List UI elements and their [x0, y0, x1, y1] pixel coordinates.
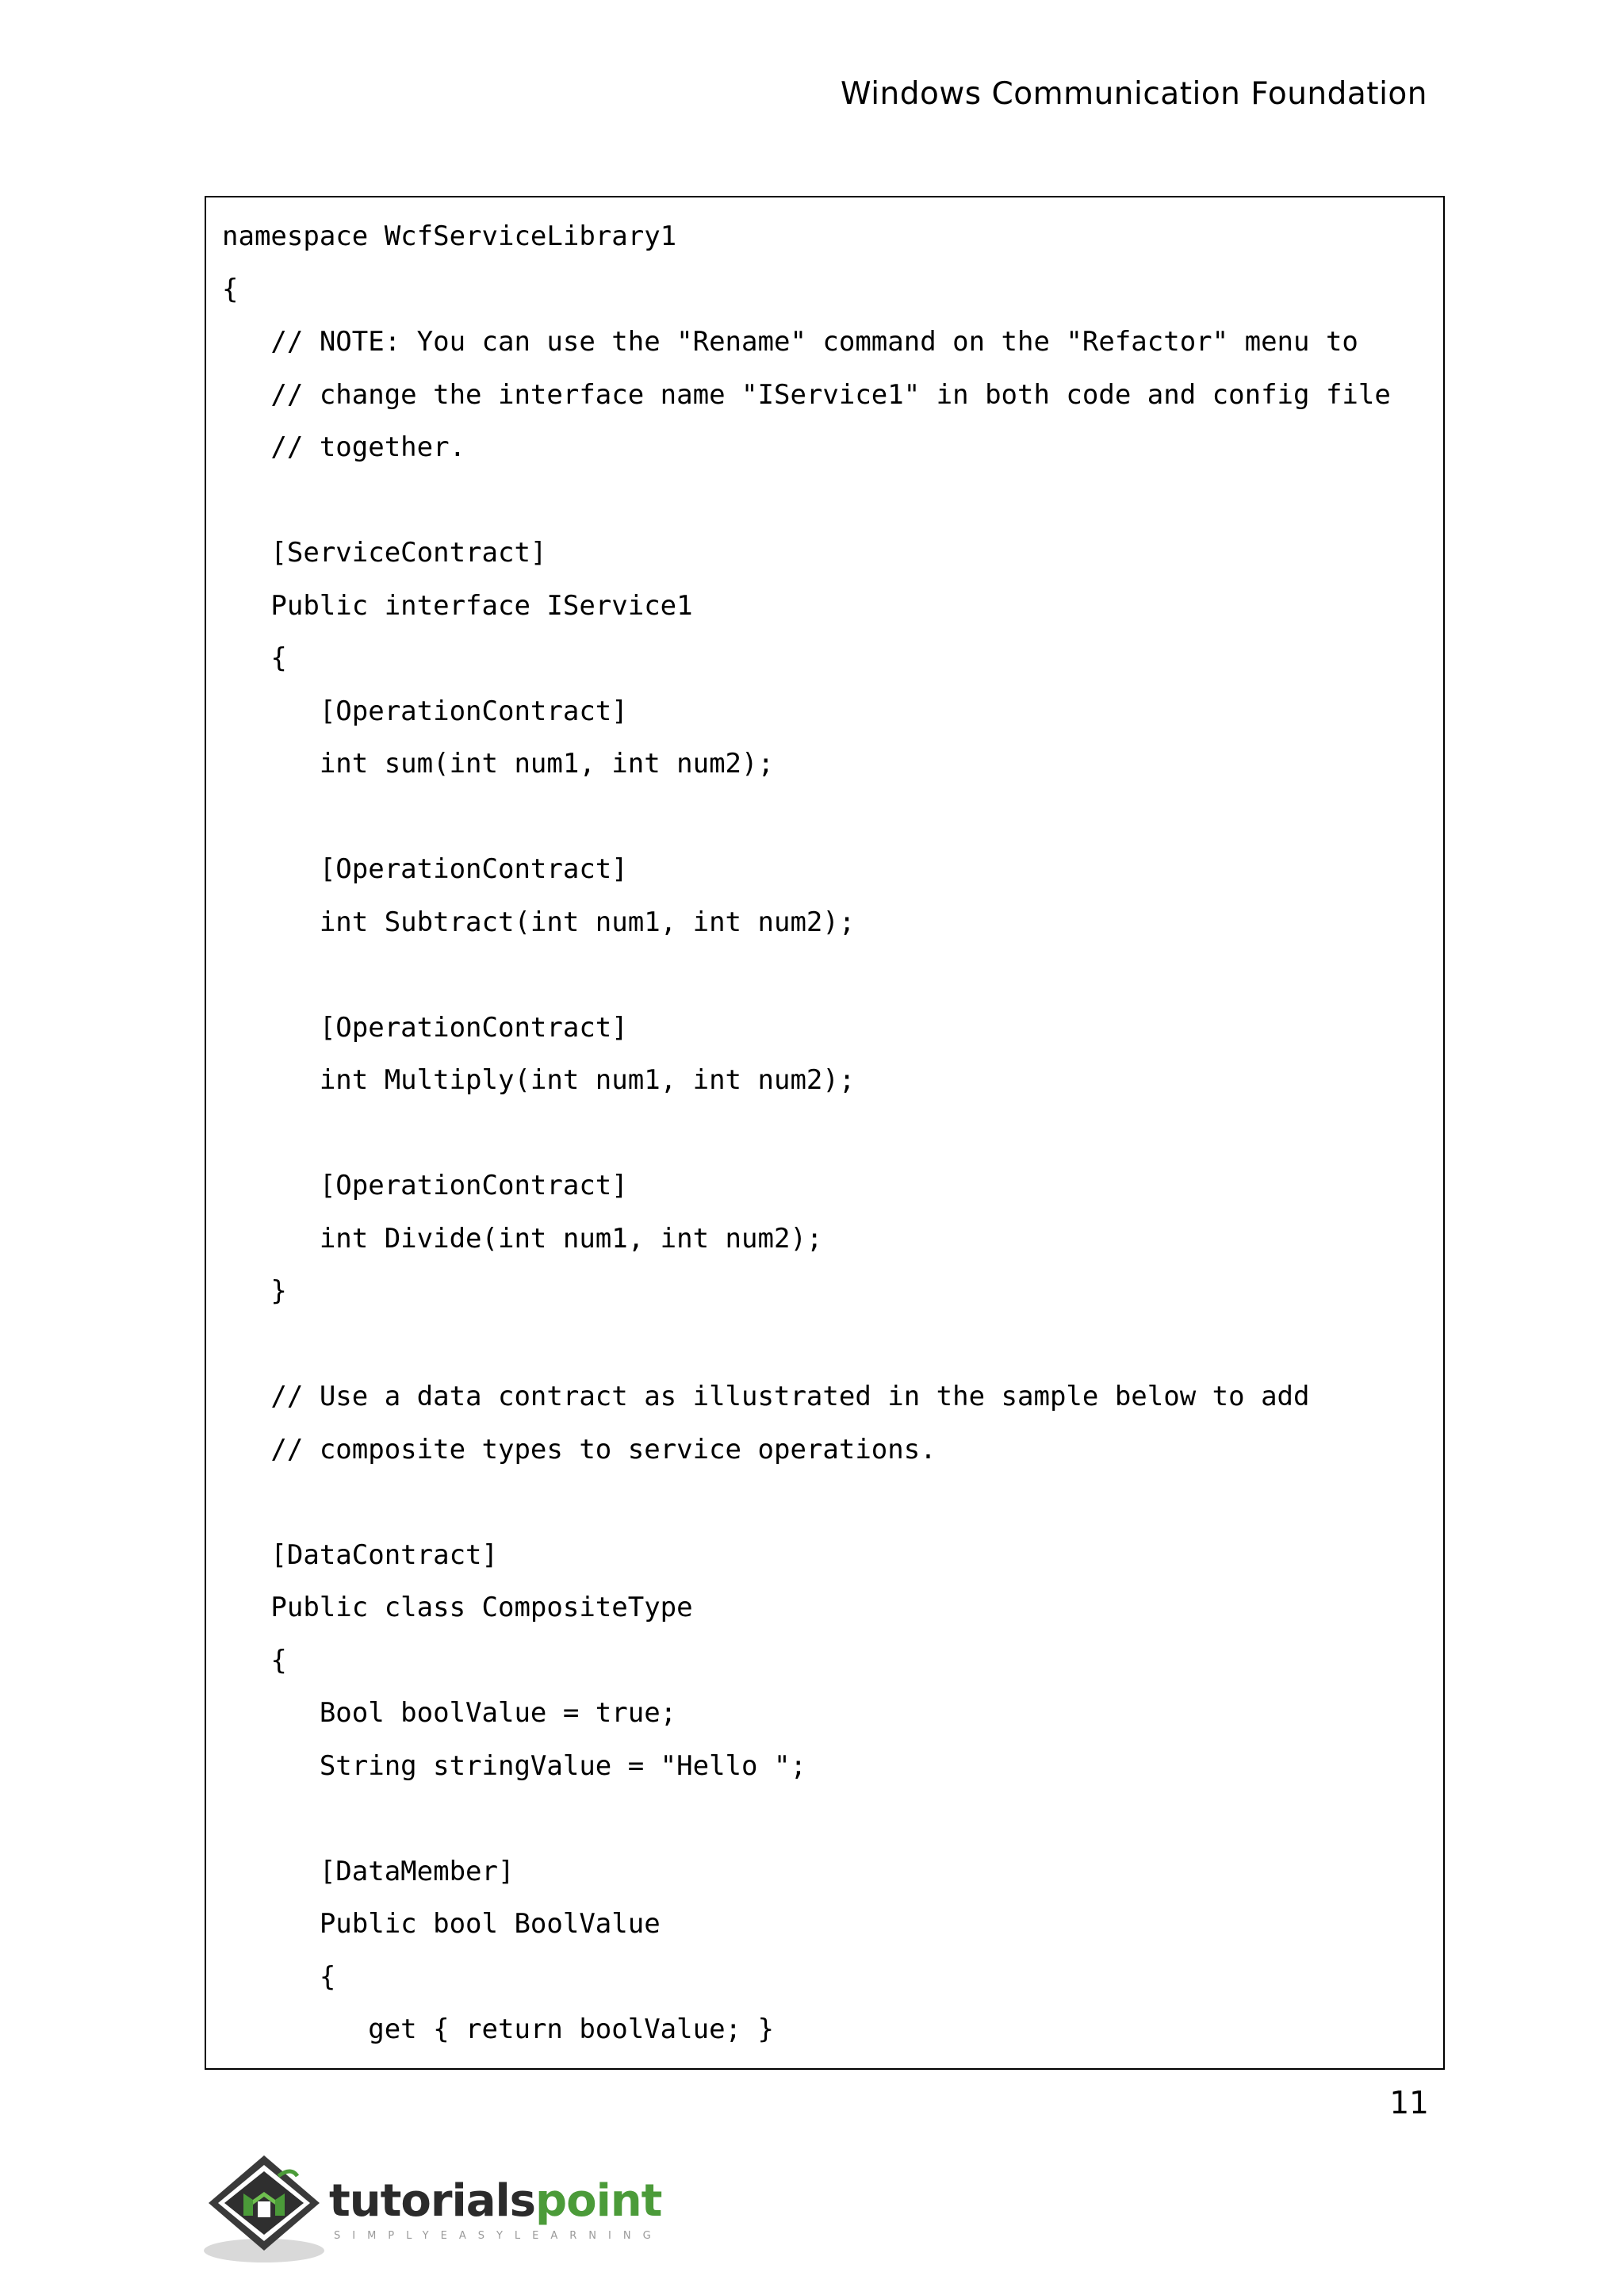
logo-emblem-icon: [202, 2149, 329, 2268]
code-line: get { return boolValue; }: [222, 2013, 774, 2045]
code-line: Public interface IService1: [222, 589, 693, 622]
code-line: [222, 1318, 1391, 1371]
code-line: [222, 948, 1391, 1002]
code-line: {: [222, 273, 239, 305]
code-line: int Divide(int num1, int num2);: [222, 1222, 823, 1255]
logo-word-tutorials: tutorials: [329, 2175, 536, 2227]
code-line: [222, 791, 1391, 844]
code-line: {: [222, 1644, 287, 1676]
code-line: int sum(int num1, int num2);: [222, 748, 774, 780]
code-line: [OperationContract]: [222, 1011, 628, 1044]
code-lines: [222, 210, 1391, 2056]
code-line: // together.: [222, 431, 466, 463]
code-line: [222, 1476, 1391, 1529]
code-line: namespace WcfServiceLibrary1: [222, 220, 677, 252]
code-line: [ServiceContract]: [222, 537, 547, 569]
code-line: // change the interface name "IService1" in both code and config file: [222, 378, 1391, 411]
page-header-title: Windows Communication Foundation: [841, 76, 1427, 112]
page-number: 11: [1389, 2086, 1429, 2121]
logo-word-point: point: [535, 2175, 662, 2227]
code-line: [222, 1792, 1391, 1845]
code-line: int Multiply(int num1, int num2);: [222, 1064, 856, 1096]
code-line: [OperationContract]: [222, 1170, 628, 1201]
tutorialspoint-logo: [202, 2149, 663, 2268]
code-line: }: [222, 1275, 287, 1307]
code-line: [OperationContract]: [222, 695, 628, 727]
code-line: {: [222, 1960, 336, 1993]
code-line: // NOTE: You can use the "Rename" command on the "Refactor" menu to: [222, 326, 1358, 358]
code-block: [205, 196, 1445, 2070]
code-line: [DataContract]: [222, 1538, 498, 1571]
code-line: Public class CompositeType: [222, 1592, 693, 1623]
code-line: String stringValue = "Hello ";: [222, 1749, 806, 1782]
code-line: [222, 474, 1391, 527]
code-line: // Use a data contract as illustrated in the sample below to add: [222, 1381, 1310, 1412]
logo-tagline: SIMPLYEASYLEARNING: [334, 2230, 663, 2242]
code-line: Public bool BoolValue: [222, 1908, 661, 1940]
code-line: [DataMember]: [222, 1855, 515, 1887]
code-line: Bool boolValue = true;: [222, 1697, 677, 1729]
code-line: [OperationContract]: [222, 853, 628, 885]
code-line: int Subtract(int num1, int num2);: [222, 906, 856, 938]
code-line: [222, 1107, 1391, 1160]
logo-wordmark: [329, 2175, 662, 2227]
code-line: {: [222, 642, 287, 674]
code-line: // composite types to service operations.: [222, 1433, 936, 1466]
